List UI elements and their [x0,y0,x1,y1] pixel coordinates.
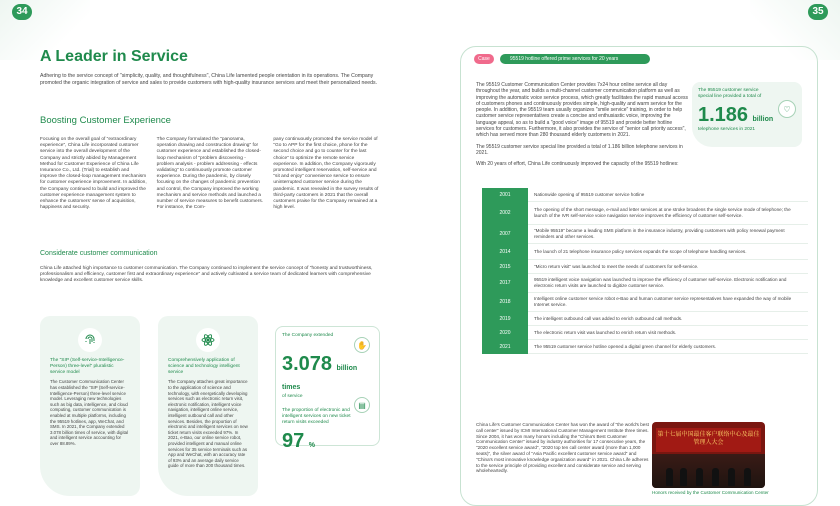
stat-unit: % [308,442,315,449]
card-title: Comprehensively application of science and technology intelligent service [168,358,240,375]
timeline-description: The launch of 21 telephone insurance policy services expands the scope of telephone handling services. [534,248,747,254]
stat-box [692,82,802,147]
chart-icon: ▤ [354,397,370,413]
timeline-row [482,326,808,340]
timeline-description: 95519 intelligent voice navigation was launched to improve the efficiency of customer self-service. Electronic notification and electronic return visits are launched to digitize customer service. [534,277,787,288]
page-title: A Leader in Service [40,48,188,65]
text-column: pany continuously promoted the service model of "Go to APP for the first choice, phone for the second choice and go to counter for the last choice" to optimize the remote service experience. In addition, the Company vigorously promoted intelligent reservation, self-service and "sit and enjoy" convenience service to ensure uninterrupted customer service during the pandemic. It was revealed in the survey results of third-party customers in 2021 that the overall customers praise for the Company remained at a high level. [273,137,379,211]
timeline-row [482,202,808,225]
person-figure [712,468,719,486]
card-body: The Company attaches great importance to the application of science and technology, with energetically developing services such as electronic return visit, electronic notification, intelligent voice navigation, intelligent online service, intelligent outbound call and other services. Besides, the proportion of electronic and intelligent services on new ticket return visits exceeded 97%. In 2021, e-Bao, our online service robot, provided intelligent and manual online services for 35 service terminals such as App and WeChat, with an accuracy rate of 93% and an average daily service guide of more than 200 thousand times. [168,379,248,469]
stat-suffix: telephone services in 2021 [698,127,756,132]
case-title: 95519 hotline offered prime services for 20 years [500,54,650,64]
stat-number: 97 [282,430,305,452]
stat-label: The Company extended [282,333,334,338]
page-number: 34 [12,4,32,20]
timeline [482,188,808,354]
timeline-year: 2019 [482,312,528,326]
handshake-icon: ✋ [354,337,370,353]
stat-figure [282,353,373,394]
timeline-row [482,188,808,202]
timeline-description: Intelligent online customer service robot e-Bao and human customer service representatives have expanded the way of mobile Internet service. [534,296,792,307]
timeline-year: 2015 [482,260,528,274]
case-paragraph: The 95519 Customer Communication Center provides 7x24 hour online service all day throughout the year, and builds a multi-channel customer communication platform as well as improving the automatic voice service process, which greatly facilitates the rapid manual access of customers phones and continuously provides simple, high-quality and warm service for the people. In addition, the 95519 team usually organizes "smile service" training, in order to help customer service representatives create a concise and enthusiastic voice, improving the language appeal, so as to build a "good voice" image of 95519 and provide better hotline services for customers. Furthermore, it also provides the service of "senior call priority access", which has served more than 280 thousand elderly customers in 2021. [476,82,689,139]
timeline-year: 2001 [482,188,528,202]
timeline-description: Nationwide opening of 95519 customer service hotline [534,191,645,197]
feature-card [40,316,140,496]
timeline-year: 2002 [482,202,528,225]
case-tag: Case [474,54,494,64]
award-photo [652,422,765,488]
intro-paragraph: Adhering to the service concept of "simplicity, quality, and thoughtfulness", China Life lamented people orientation in its operations. The Company promoted the organic integration of service and sales to provide customers with high-quality insurance services and meet their personalized needs. [40,73,378,86]
person-figure [744,468,751,486]
stat-unit: billion times [282,365,358,391]
person-figure [728,468,735,486]
stat-box [275,326,380,452]
stat-label: The proportion of electronic and intelligent services on new ticket return visits exceeded [282,408,351,425]
text-column: The Company formulated the "panorama, operation drawing and construction drawing" for customer experience and established the closed-loop mechanism of "problem discovering - problem analysis - problem addressing - effects validating" to continuously promote customer experience. During the pandemic, by closely focusing on the changes of pandemic prevention and control, the Company improved the working mechanism and service methods and launched a number of service measures to benefit customers. For instance, the Com- [156,137,264,211]
heart-hand-icon: ♡ [778,100,796,118]
closing-paragraph: China Life's Customer Communication Center has won the award of "the world's best call center" issued by ICMI International Customer Management Institute three times. Since 2004, it has won many honors including the "China's Best Customer Communication Center" issued by industry authorities for 17 consecutive years, the "2020 excellent service award", "2020 top ten call center award (more than 1,000 seats)", the silver award of "Asia Pacific excellent customer service award" and "China's most innovative knowledge organization award" in 2021. China Life adheres to the service principle of providing excellent and considerate service and serving wholeheartedly. [476,422,649,474]
page-number: 35 [808,4,828,20]
timeline-row [482,312,808,326]
person-figure [696,468,703,486]
timeline-description: The intelligent outbound call was added to enrich outbound call methods. [534,315,683,321]
timeline-description: "Mobile 95519" became a leading SMS platform in the insurance industry, providing customers with policy renewal payment reminders and other services. [534,228,785,239]
section-title: Boosting Customer Experience [40,115,171,126]
timeline-row [482,293,808,312]
timeline-row [482,260,808,274]
stat-figure [282,430,373,453]
feature-card [158,316,258,496]
timeline-row [482,340,808,354]
timeline-year: 2018 [482,293,528,312]
timeline-year: 2020 [482,326,528,340]
timeline-year: 2017 [482,274,528,293]
timeline-year: 2007 [482,225,528,244]
photo-crowd [652,454,765,488]
case-paragraph: With 20 years of effort, China Life continuously improved the capacity of the 95519 hotlines: [476,161,679,168]
atom-icon [196,328,220,352]
stat-number: 1.186 [698,104,749,126]
stat-label: The 95519 customer service special line provided a total of [698,88,762,99]
subsection-title: Considerate customer communication [40,250,158,257]
stat-unit: billion [752,116,774,123]
text-columns [40,137,380,211]
subsection-paragraph: China Life attached high importance to customer communication. The Company continued to implement the service concept of "honesty and trustworthiness, professionalism and efficiency, customer first and extraordinary experience" and actively cultivated a service team of dedicated learners with comprehensive knowledge and excellent customer service skills. [40,266,373,284]
case-text [476,82,691,173]
timeline-description: The opening of the short message, e-mail and letter services at one stroke broadens the single service mode of telephone; the launch of the IVR self-service voice navigation service improves the efficiency of customer self-service. [534,207,791,218]
text-column: Focusing on the overall goal of "extraordinary experience", China Life incorporated customer service into the overall development of the Company and strictly abided by Management Method for Customer Experience of China Life Insurance Co., Ltd. (Trial) to establish and improve the closed-loop management mechanism for customer experience improvement. In addition, the Company continued to build and improved the customer experience management system to enhance the customers' sense of acquisition, happiness and security. [40,137,147,211]
timeline-description: "Micro return visit" was launched to meet the needs of customers for self-service. [534,263,699,269]
fingerprint-icon [78,328,102,352]
timeline-year: 2021 [482,340,528,354]
stat-number: 3.078 [282,353,333,375]
timeline-row [482,274,808,293]
photo-caption: Honors received by the Customer Communication Center [652,490,769,495]
timeline-row [482,225,808,244]
card-title: The "SIP (Self-service-Intelligence-Person) three-level" pluralistic service model [50,358,125,375]
timeline-description: The 95519 customer service hotline opened a digital green channel for elderly customers. [534,343,717,349]
right-page [420,0,840,506]
card-body: The Customer Communication Center has established the "SIP (Self-service-Intelligence-Person) three-level service model. Leveraging new technologies such as big data, intelligence, and cloud computing, customer communication is enabled at multiple platforms, including the 95519 hotlines, app, WeChat, and SMS. In 2021, the Company extended 3.078 billion times of service, with digital and intelligent service accounting for over 88.89%. [50,379,129,446]
case-paragraph: The 95519 customer service special line provided a total of 1.186 billion telephone services in 2021. [476,143,683,156]
photo-banner: 第十七届中国最佳客户联络中心及最佳管理人大会 [656,428,761,452]
timeline-description: The electronic return visit was launched to enrich return visit methods. [534,329,677,335]
person-figure [666,468,673,486]
timeline-row [482,244,808,260]
stat-suffix: of service [282,394,303,399]
person-figure [680,468,687,486]
timeline-year: 2014 [482,244,528,260]
